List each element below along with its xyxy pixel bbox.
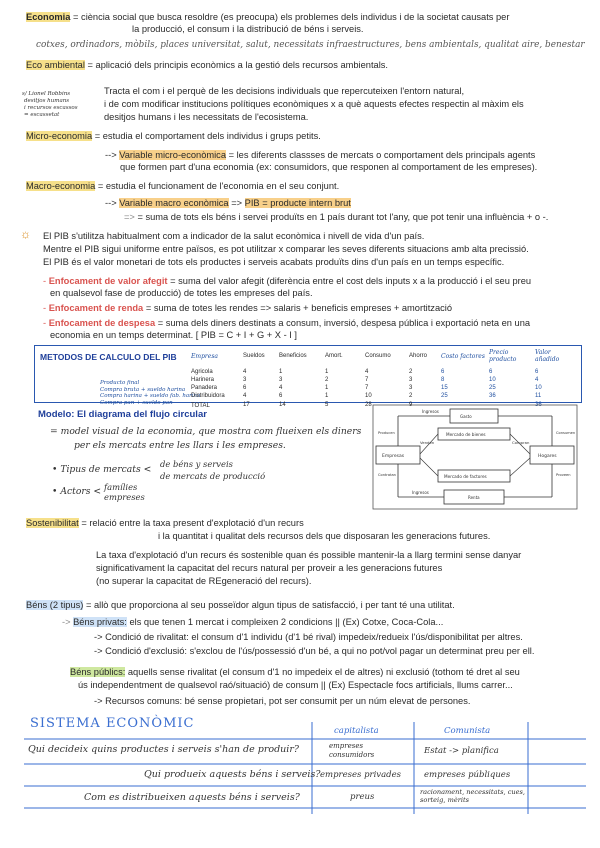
robbins-note-4: = escassetat [24, 112, 60, 118]
flux-tipus-b: de mercats de producció [160, 471, 266, 481]
sistema-cap-1b: consumidors [329, 751, 375, 759]
sistema-cap-1a: empreses [329, 742, 364, 750]
flux-hand-2: per els mercats entre les llars i les empreses. [74, 440, 286, 451]
bens-publics-label: Béns públics: [70, 667, 126, 677]
bens-rivalitat: -> Condició de rivalitat: el consum d'1 individu (d'1 bé rival) impedeix/redueix l'ús/disponibilitat per altres. [94, 632, 523, 642]
micro-var-label: Variable micro-econòmica [119, 150, 227, 160]
bens-publics-1: Béns públics: aquells sense rivalitat (el consum d'1 no impedeix el de altres) ni exclusió (tothom té dret al seu [70, 667, 520, 677]
table-row: Harinera 3 3 2 7 3 8 10 4 [191, 377, 539, 383]
diagram-text: Gasto [460, 414, 472, 419]
flux-actors: • Actors < [52, 486, 102, 497]
pib-line-1: El PIB s'utilitza habitualment com a indicador de la salut econòmica i nivell de vida d'un país. [43, 231, 425, 241]
metodos-side-notes: Producto final Compra bruta + sueldo harina Compra harina + sueldo fab. harina Compra pan + sueldo pan [100, 380, 201, 406]
bens-def: Béns (2 tipus) = allò que proporciona al seu posseïdor algun tipus de satisfacció, i per tant té una utilitat. [26, 600, 455, 610]
metodos-title: METODOS DE CALCULO DEL PIB [40, 352, 177, 362]
sistema-cap-3: preus [350, 792, 375, 802]
bens-term: Béns (2 tipus) [26, 600, 84, 610]
table-row: Panadera 6 4 1 7 3 15 25 10 [191, 385, 542, 391]
bens-exclusio: -> Condició d'exclusió: s'exclou de l'ús/possessió d'un bé, a qui no pot/vol pagar un determinat preu per ell. [94, 646, 535, 656]
sost-def-1: Sostenibilitat = relació entre la taxa present d'explotació d'un recurs [26, 518, 304, 528]
sost-p-2: significativament la capacitat del recurs natural per proveir a les generacions futures [96, 563, 443, 573]
sistema-title: SISTEMA ECONÒMIC [30, 716, 195, 731]
macro-var-eq: PIB = producte intern brut [244, 198, 351, 208]
pib-line-3: El PIB és el valor monetari de tots els productes i serveis acabats produïts dins d'un país en un temps específic. [43, 257, 505, 267]
diagram-text: Venden [420, 440, 435, 445]
diagram-text: Ingresos [422, 409, 439, 414]
renda-label: Enfocament de renda [48, 303, 144, 313]
robbins-note-1: s/ Lionel Robbins [22, 91, 71, 97]
circular-flow-diagram [372, 404, 578, 510]
economia-term: Economia [26, 12, 71, 22]
diagram-text: Mercado de bienes [446, 432, 486, 437]
robbins-note-3: i recursos escassos [24, 105, 78, 111]
eco-ambiental-line-3: desitjos humans i les necessitats de l'ecosistema. [104, 112, 309, 122]
diagram-text: Renta [468, 495, 480, 500]
flux-title: Modelo: El diagrama del flujo circular [38, 409, 207, 420]
macro-var-label: Variable macro econòmica [119, 198, 229, 208]
sistema-q-1: Qui decideix quins productes i serveis s'han de produir? [28, 744, 299, 755]
flux-tipus-a: de béns y serveis [160, 459, 233, 469]
micro-var-1: --> Variable micro-econòmica = les diferents classses de mercats o comportament dels principals agents [105, 150, 536, 160]
flow-line [420, 458, 438, 476]
diagram-text: Ingresos [412, 490, 429, 495]
diagram-text: Hogares [538, 454, 557, 459]
sun-icon: ☼ [20, 227, 31, 241]
sistema-col-2: Comunista [444, 726, 491, 736]
pib-va-1: - Enfocament de valor afegit = suma del valor afegit (diferència entre el cost dels inputs x a la producció i el seu preu [43, 276, 532, 286]
diagram-text: Producen [378, 431, 395, 435]
metodos-header-row: Empresa Sueldos Beneficios Amort. Consumo Ahorro Costo factores Precio producto Valor añadido [191, 349, 560, 363]
sistema-cap-2: empreses privades [320, 770, 402, 780]
metodos-table [190, 348, 576, 410]
macro-var-def: => = suma de tots els béns i servei produïts en 1 país durant tot l'any, que pot tenir una influència + o -. [124, 212, 549, 222]
eco-ambiental-line-2: i de com modificar institucions polítiques econòmiques x a què aquests efectes respectin al màxim els [104, 99, 524, 109]
flux-actors-a: famílies [104, 482, 138, 492]
sistema-q-2: Qui produeix aquests béns i serveis? [144, 769, 321, 780]
eco-ambiental-def: Eco ambiental = aplicació dels principis econòmics a la gestió dels recursos ambientals. [26, 60, 389, 70]
diagram-text: Proveen [556, 473, 571, 477]
economia-def-2: la producció, el consum i la distribució de béns i serveis. [132, 24, 364, 34]
flux-hand-1: = model visual de la economia, que mostra com flueixen els diners [50, 426, 362, 437]
sistema-com-2: empreses públiques [424, 770, 511, 780]
diagram-text: Mercado de factores [444, 474, 487, 479]
eco-ambiental-term: Eco ambiental [26, 60, 85, 70]
sistema-table [24, 714, 586, 818]
macro-var: --> Variable macro econòmica => PIB = producte intern brut [105, 198, 351, 208]
bens-privats: -> Béns privats: els que tenen 1 mercat i compleixen 2 condicions || (Ex) Cotxe, Coca-Cola... [62, 617, 444, 627]
micro-def: Micro-economia = estudia el comportament dels individus i grups petits. [26, 131, 321, 141]
flux-tipus: • Tipus de mercats < [52, 464, 152, 475]
totals-row: TOTAL 17 14 5 28 9 36 [191, 402, 542, 409]
pib-renda: - Enfocament de renda = suma de totes les rendes => salaris + beneficis empreses + amortització [43, 303, 453, 313]
table-row: Distribuidora 4 6 1 10 2 25 36 11 [191, 393, 542, 399]
sistema-q-3: Com es distribueixen aquests béns i serveis? [84, 792, 300, 803]
pib-va-2: en qualsevol fase de producció) de totes les empreses del país. [50, 288, 313, 298]
bens-comuns: -> Recursos comuns: bé sense propietari, pot ser consumit per un núm elevat de persones. [94, 696, 471, 706]
pib-despesa-1: - Enfocament de despesa = suma dels diners destinats a consum, inversió, despesa pública i exportació neta en una [43, 318, 531, 328]
flow-line [510, 458, 530, 476]
economia-examples: cotxes, ordinadors, mòbils, places universitat, salut, necessitats infraestructures, bens ambientals, qualitat aire, benestar [36, 40, 585, 50]
macro-def: Macro-economia = estudia el funcionament de l'economia en el seu conjunt. [26, 181, 340, 191]
diagram-text: Consumen [556, 431, 576, 435]
sistema-col-1: capitalista [334, 726, 379, 736]
micro-term: Micro-economia [26, 131, 93, 141]
diagram-text: Compran [512, 440, 530, 445]
sost-p-3: (no superar la capacitat de REgeneració del recurs). [96, 576, 312, 586]
flux-actors-b: empreses [104, 492, 145, 502]
circular-flow-svg [372, 404, 578, 510]
sistema-com-3: racionament, necessitats, cues, sorteig, mèrits [420, 788, 526, 804]
bens-publics-2: ús independentment de qualsevol raó/situació) de consum || (Ex) Espectacle focs artificials, llums carrer... [78, 680, 513, 690]
pib-despesa-2: economia en un temps determinat. [ PIB = C + I + G + X - I ] [50, 330, 298, 340]
bens-privats-label: Béns privats: [73, 617, 127, 627]
sost-def-2: i la quantitat i qualitat dels recursos dels que disposaran les generacions futures. [158, 531, 491, 541]
eco-ambiental-line-1: Tracta el com i el perquè de les decisions individuals que repercuteixen l'entorn natural, [104, 86, 465, 96]
micro-var-2: que formen part d'una economia (ex: consumidors, que responen al comportament de les empreses). [120, 162, 538, 172]
despesa-label: Enfocament de despesa [48, 318, 156, 328]
robbins-note-2: desitjos humans [24, 98, 70, 104]
diagram-text: Empresas [382, 454, 405, 459]
macro-term: Macro-economia [26, 181, 96, 191]
economia-def-1: Economia = ciència social que busca resoldre (es preocupa) els problemes dels individus i de la societat causats per [26, 12, 510, 22]
sost-term: Sostenibilitat [26, 518, 79, 528]
table-row: Agricola 4 1 1 4 2 6 6 6 [191, 369, 539, 375]
diagram-top-label-box [450, 409, 498, 423]
va-label: Enfocament de valor afegit [48, 276, 168, 286]
sost-p-1: La taxa d'explotació d'un recurs és sostenible quan és possible mantenir-la a llarg termini sense danyar [96, 550, 522, 560]
diagram-text: Contratan [378, 473, 396, 477]
sistema-com-1: Estat -> planifica [424, 746, 499, 756]
pib-line-2: Mentre el PIB sigui uniforme entre països, es pot utilitzar x comparar les seves diferents situacions amb alta precissió. [43, 244, 529, 254]
